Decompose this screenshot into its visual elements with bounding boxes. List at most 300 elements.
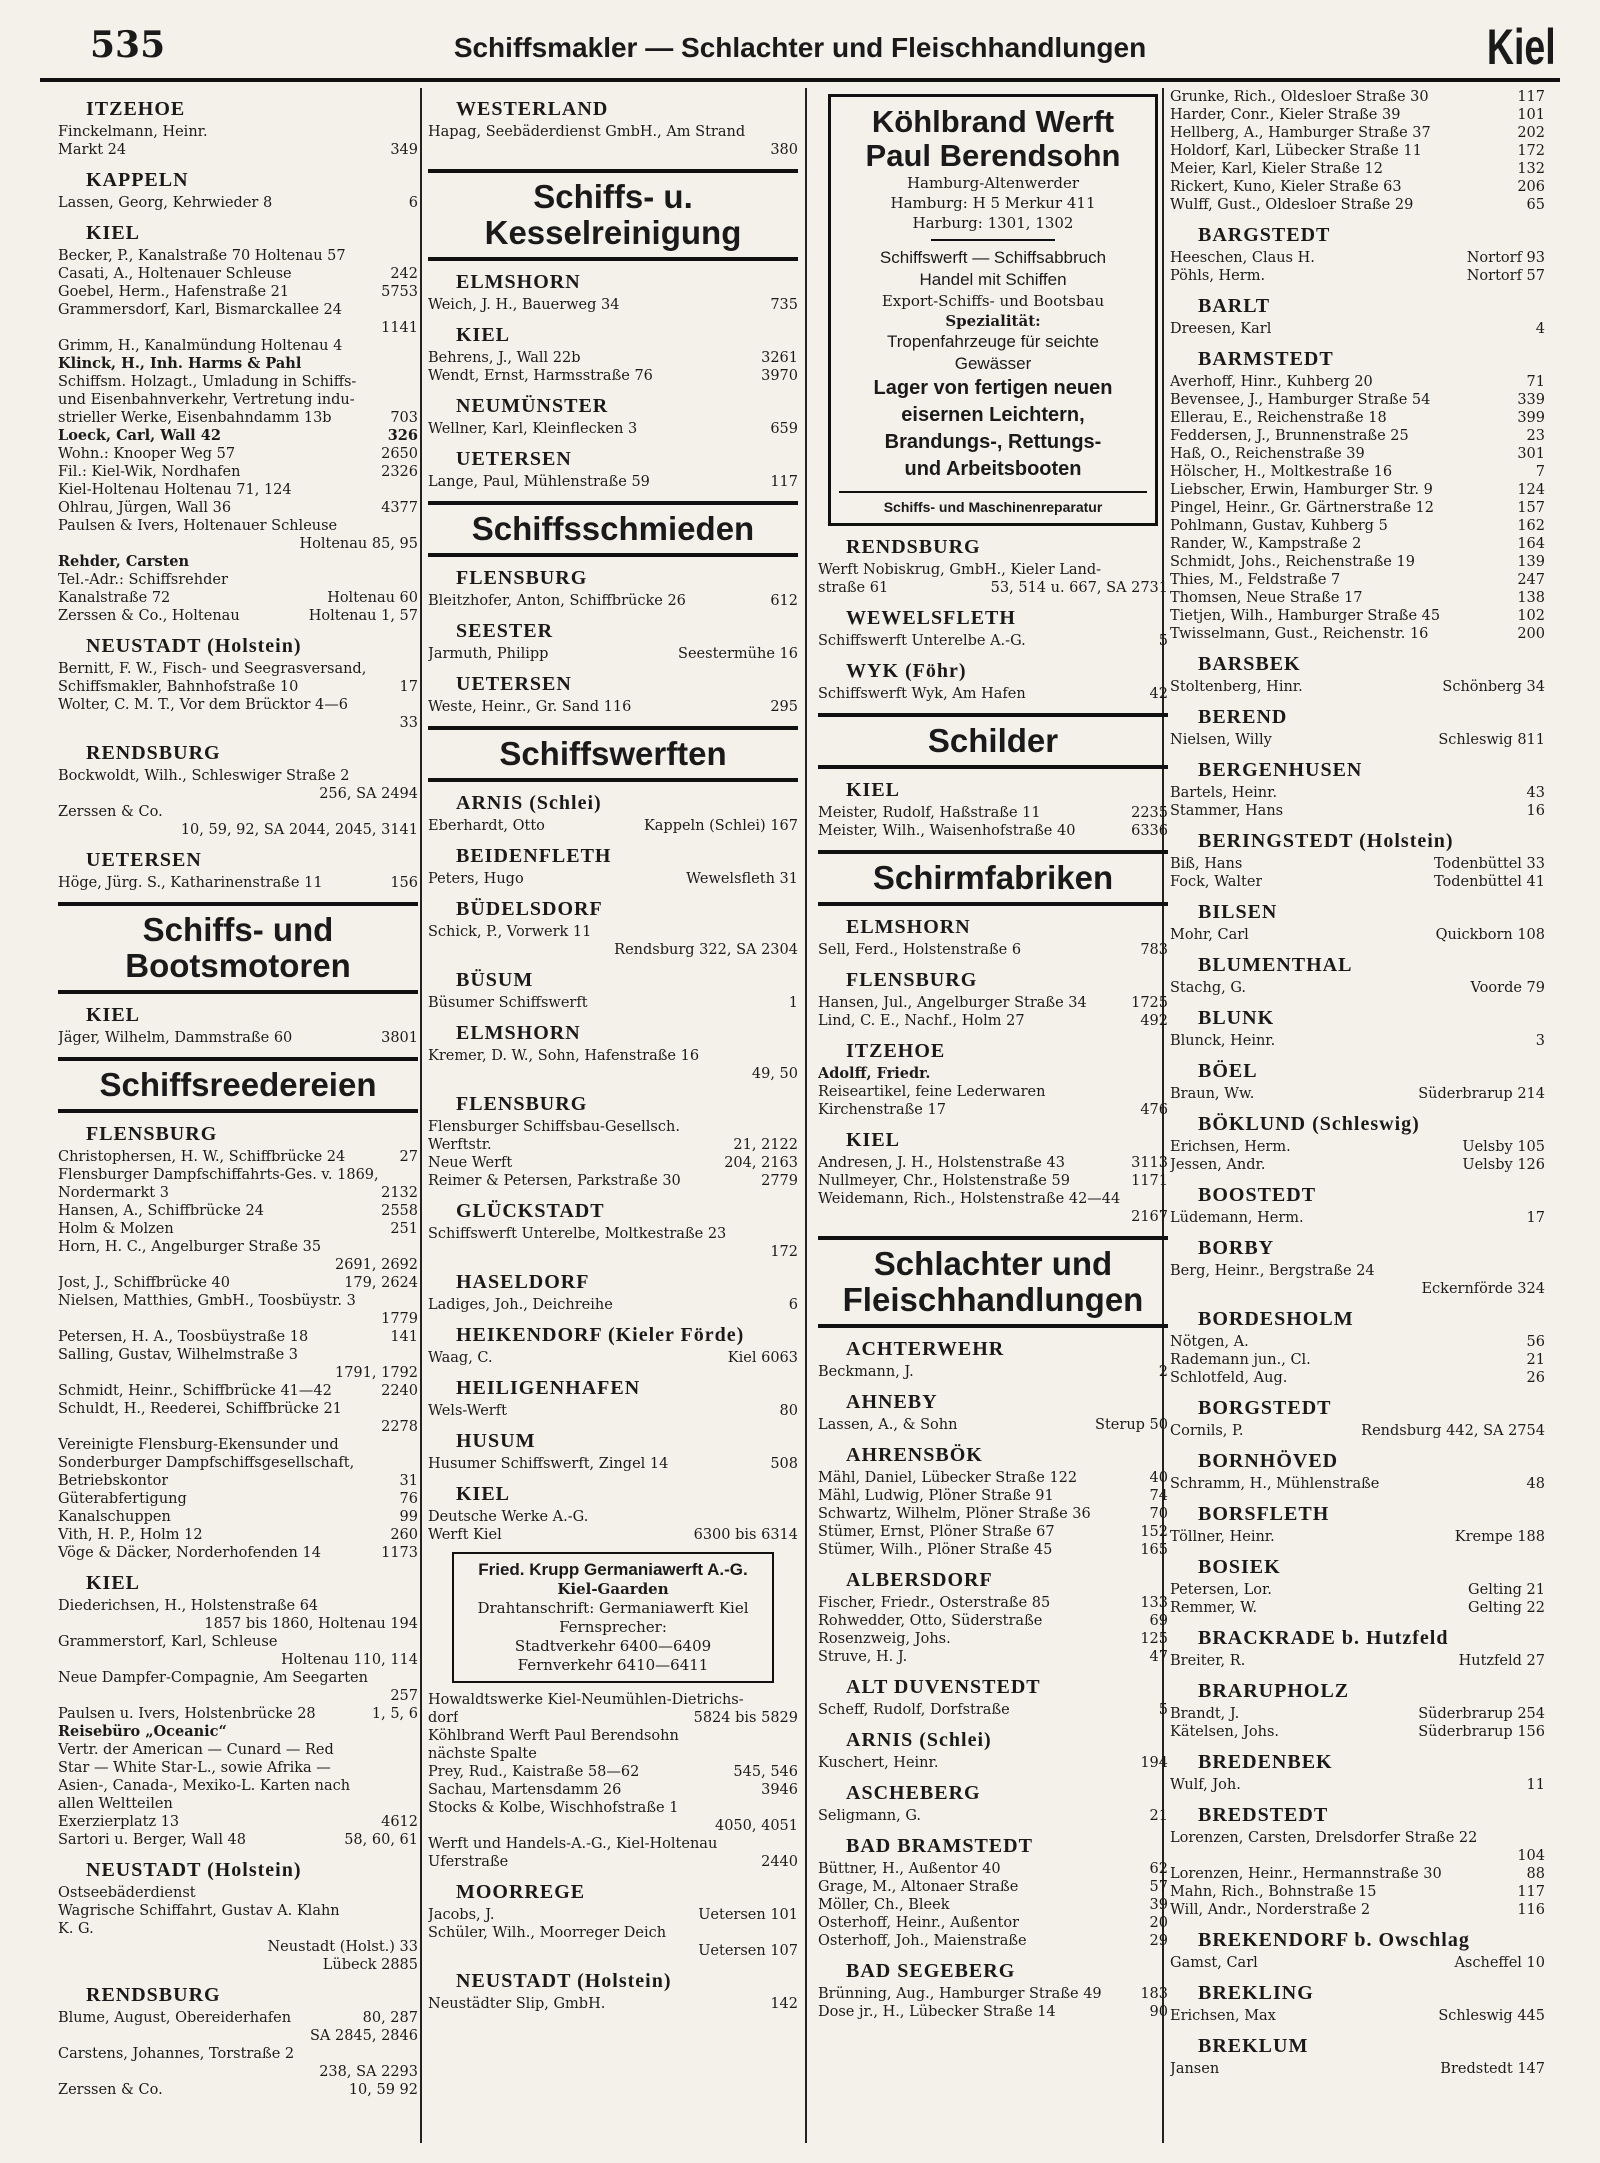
entry-name: Kiel-Holtenau Holtenau 71, 124 [58,482,292,498]
entry-line: Bernitt, F. W., Fisch- und Seegrasversand, [58,661,367,677]
entry-phone: 31 [399,1473,418,1489]
entry-name: Töllner, Heinr. [1170,1529,1275,1545]
entry-line: Holtenau 85, 95 [299,536,418,552]
place-heading: ARNIS (Schlei) [846,1729,992,1751]
entry-line: Köhlbrand Werft Paul Berendsohn [428,1728,679,1744]
listing-entry [818,1172,1168,1190]
listing-entry [58,445,418,463]
entry-line: Uetersen 107 [698,1943,798,1959]
section-heading: Schiffs- und Bootsmotoren [58,902,418,994]
entry-line: 238, SA 2293 [319,2064,418,2080]
listing-entry [58,1472,418,1490]
listing-entry [428,1853,798,1871]
place-heading: BÖEL [1198,1060,1258,1082]
place-heading: RENDSBURG [846,536,981,558]
section-heading: Schirmfabriken [818,850,1168,906]
entry-phone: 27 [399,1149,418,1165]
entry-line: Grammersdorf, Karl, Bismarckallee 24 [58,302,342,318]
entry-phone: 102 [1517,608,1545,624]
entry-phone: Wewelsfleth 31 [686,871,798,887]
entry-name: Heeschen, Claus H. [1170,250,1315,266]
entry-name: Büttner, H., Außentor 40 [818,1861,1001,1877]
listing-entry [428,420,798,438]
entry-name: Thies, M., Feldstraße 7 [1170,572,1341,588]
entry-phone: Bredstedt 147 [1440,2061,1545,2077]
listing-entry [1170,678,1545,696]
entry-line: Deutsche Werke A.-G. [428,1509,589,1525]
entry-line: 33 [399,715,418,731]
entry-name: Osterhoff, Joh., Maienstraße [818,1933,1027,1949]
entry-name: Ellerau, E., Reichenstraße 18 [1170,410,1387,426]
place-heading: MOORREGE [456,1881,586,1903]
place-heading: RENDSBURG [86,742,221,764]
entry-name: Goebel, Herm., Hafenstraße 21 [58,284,290,300]
entry-phone: 162 [1517,518,1545,534]
place-heading: ITZEHOE [86,98,186,120]
listing-entry [818,1190,1168,1208]
entry-phone: 1, 5, 6 [371,1706,418,1722]
listing-entry [58,2045,418,2063]
place-heading: BÜSUM [456,969,534,991]
place-heading: FLENSBURG [846,969,978,991]
place-heading: BREKLING [1198,1982,1314,2004]
entry-name: Feddersen, J., Brunnenstraße 25 [1170,428,1409,444]
ad-line: Fernsprecher: [559,1618,667,1636]
entry-phone: 349 [390,142,418,158]
entry-name: Betriebskontor [58,1473,169,1489]
listing-entry [58,1831,418,1849]
entry-name: Lange, Paul, Mühlenstraße 59 [428,474,650,490]
entry-phone: 3801 [381,1030,418,1046]
entry-phone: 48 [1526,1476,1545,1492]
listing-entry [1170,926,1545,944]
entry-name: Meister, Wilh., Waisenhofstraße 40 [818,823,1076,839]
listing-entry [58,283,418,301]
entry-line: Hapag, Seebäderdienst GmbH., Am Strand [428,124,746,140]
entry-phone: 20 [1149,1915,1168,1931]
listing-entry [58,499,418,517]
place-heading: FLENSBURG [456,1093,588,1115]
listing-entry [818,1594,1168,1612]
ad-line: und Arbeitsbooten [904,458,1082,480]
entry-name: Liebscher, Erwin, Hamburger Str. 9 [1170,482,1433,498]
entry-phone: 1725 [1131,995,1168,1011]
listing-entry [1170,1422,1545,1440]
entry-name: Schiffsmakler, Bahnhofstraße 10 [58,679,299,695]
entry-name: Scheff, Rudolf, Dorfstraße [818,1702,1010,1718]
entry-name: Holm & Molzen [58,1221,174,1237]
entry-phone: 21, 2122 [733,1137,798,1153]
listing-entry [428,1136,798,1154]
listing-entry [1170,124,1545,142]
entry-name: Grunke, Rich., Oldesloer Straße 30 [1170,89,1429,105]
listing-entry [818,804,1168,822]
entry-name: Horn, H. C., Angelburger Straße 35 [58,1239,322,1255]
entry-name: Schlotfeld, Aug. [1170,1370,1288,1386]
entry-phone: 5 [1158,633,1168,649]
entry-name: Schramm, H., Mühlenstraße [1170,1476,1380,1492]
entry-line: Lübeck 2885 [322,1957,418,1973]
entry-name: Peters, Hugo [428,871,524,887]
entry-line: 2167 [1131,1209,1168,1225]
entry-name: Neue Werft [428,1155,513,1171]
ad-line: Brandungs-, Rettungs- [884,431,1102,453]
listing-entry [1170,1156,1545,1174]
place-heading: BREDSTEDT [1198,1804,1329,1826]
entry-name: Dreesen, Karl [1170,321,1272,337]
listing-entry [58,696,418,714]
entry-name: Osterhoff, Heinr., Außentor [818,1915,1020,1931]
entry-phone: 40 [1149,1470,1168,1486]
entry-phone: 47 [1149,1649,1168,1665]
entry-phone: 17 [1526,1210,1545,1226]
listing-entry [1170,1209,1545,1227]
entry-phone: 133 [1140,1595,1168,1611]
place-heading: BERINGSTEDT (Holstein) [1198,830,1454,852]
entry-name: Uferstraße [428,1854,509,1870]
entry-name: Wulff, Gust., Oldesloer Straße 29 [1170,197,1414,213]
entry-phone: 783 [1140,942,1168,958]
entry-name: Jansen [1170,2061,1220,2077]
column-rule [420,88,422,2143]
entry-phone: 56 [1526,1334,1545,1350]
entry-name: Werft Kiel [428,1527,502,1543]
entry-name: Struve, H. J. [818,1649,908,1665]
entry-line: Wagrische Schiffahrt, Gustav A. Klahn [58,1903,340,1919]
place-heading: ACHTERWEHR [846,1338,1005,1360]
entry-phone: 39 [1149,1897,1168,1913]
ad-line: Export-Schiffs- und Bootsbau [881,292,1105,310]
entry-name: Braun, Ww. [1170,1086,1255,1102]
listing-entry [1170,463,1545,481]
listing-entry [58,1400,418,1418]
entry-line: Neustadt (Holst.) 33 [267,1939,418,1955]
entry-phone: 65 [1526,197,1545,213]
place-heading: ALBERSDORF [846,1569,993,1591]
entry-phone: 43 [1526,785,1545,801]
entry-line: 172 [770,1244,798,1260]
listing-entry [58,337,418,355]
entry-phone: 260 [390,1527,418,1543]
entry-phone: 612 [770,593,798,609]
entry-phone: Sterup 50 [1095,1417,1168,1433]
entry-phone: 2326 [381,464,418,480]
place-heading: BRACKRADE b. Hutzfeld [1198,1627,1449,1649]
place-heading: BEIDENFLETH [456,845,612,867]
entry-name: Pingel, Heinr., Gr. Gärtnerstraße 12 [1170,500,1434,516]
listing-entry [1170,178,1545,196]
entry-line: 1779 [381,1311,418,1327]
entry-name: Mohr, Carl [1170,927,1249,943]
listing-entry [1170,2007,1545,2025]
listing-entry [58,1202,418,1220]
listing-entry [818,632,1168,650]
entry-name: Lind, C. E., Nachf., Holm 27 [818,1013,1025,1029]
entry-phone: Holtenau 1, 57 [308,608,418,624]
entry-phone: 139 [1517,554,1545,570]
column-3 [818,88,1168,2153]
listing-entry [428,1455,798,1473]
ad-line: Drahtanschrift: Germaniawerft Kiel [477,1599,749,1617]
listing-entry [58,1526,418,1544]
entry-line: Rendsburg 322, SA 2304 [614,942,798,958]
ad-line: Hamburg: H 5 Merkur 411 [890,194,1096,212]
listing-entry [1170,1865,1545,1883]
entry-name: Eberhardt, Otto [428,818,545,834]
entry-line: Zerssen & Co. [58,804,163,820]
listing-entry [1170,445,1545,463]
entry-phone: 2779 [761,1173,798,1189]
ad-footer: Schiffs- und Maschinenreparatur [839,491,1147,515]
place-heading: BEREND [1198,706,1288,728]
entry-line: Diederichsen, H., Holstenstraße 64 [58,1598,319,1614]
entry-phone: 11 [1526,1777,1545,1793]
entry-line: und Eisenbahnverkehr, Vertretung indu- [58,392,355,408]
listing-entry [818,1807,1168,1825]
entry-name: Haß, O., Reichenstraße 39 [1170,446,1365,462]
listing-entry [818,1648,1168,1666]
entry-name: Wolter, C. M. T., Vor dem Brücktor 4—6 [58,697,348,713]
entry-phone: Ascheffel 10 [1454,1955,1545,1971]
listing-entry [58,1705,418,1723]
listing-entry [1170,1901,1545,1919]
entry-name: Jost, J., Schiffbrücke 40 [58,1275,230,1291]
entry-phone: 6 [788,1297,798,1313]
listing-entry [1170,979,1545,997]
entry-name: Wohn.: Knooper Weg 57 [58,446,236,462]
entry-phone: 200 [1517,626,1545,642]
listing-entry [1170,802,1545,820]
entry-phone: Kappeln (Schlei) 167 [643,818,798,834]
listing-entry [1170,481,1545,499]
entry-phone: 21 [1149,1808,1168,1824]
place-heading: BILSEN [1198,901,1278,923]
entry-line: 10, 59, 92, SA 2044, 2045, 3141 [180,822,418,838]
listing-entry [58,1382,418,1400]
entry-name: Stammer, Hans [1170,803,1284,819]
entry-phone: 29 [1149,1933,1168,1949]
entry-line: Neue Dampfer-Compagnie, Am Seegarten [58,1670,368,1686]
listing-entry [58,589,418,607]
place-heading: BORBY [1198,1237,1275,1259]
entry-line: Lorenzen, Carsten, Drelsdorfer Straße 22 [1170,1830,1478,1846]
entry-phone: 194 [1140,1755,1168,1771]
entry-name: Blume, August, Obereiderhafen [58,2010,292,2026]
entry-name: Kätelsen, Johs. [1170,1724,1280,1740]
entry-line: Bockwoldt, Wilh., Schleswiger Straße 2 [58,768,350,784]
entry-name: Weidemann, Rich., Holstenstraße 42—44 [818,1191,1121,1207]
ad-line: Schiffswerft — Schiffsabbruch [879,248,1107,267]
entry-name: Möller, Ch., Bleek [818,1897,950,1913]
entry-name: Wellner, Karl, Kleinflecken 3 [428,421,638,437]
entry-phone: 183 [1140,1986,1168,2002]
entry-name: Bartels, Heinr. [1170,785,1278,801]
listing-entry [58,1238,418,1256]
entry-line: Adolff, Friedr. [818,1065,931,1082]
listing-entry [1170,1954,1545,1972]
listing-entry [818,1878,1168,1896]
entry-name: Mahn, Rich., Bohnstraße 15 [1170,1884,1377,1900]
entry-phone: 142 [770,1996,798,2012]
entry-phone: Nortorf 57 [1466,268,1545,284]
entry-name: Güterabfertigung [58,1491,187,1507]
place-heading: BOSIEK [1198,1556,1281,1578]
entry-name: Tietjen, Wilh., Hamburger Straße 45 [1170,608,1441,624]
place-heading: KIEL [456,1483,511,1505]
listing-entry [428,349,798,367]
entry-line: Star — White Star-L., sowie Afrika — [58,1760,331,1776]
place-heading: KIEL [86,222,141,244]
entry-phone: 156 [390,875,418,891]
listing-entry [818,1505,1168,1523]
ad-line: Hamburg-Altenwerder [906,174,1080,192]
entry-phone: 5753 [381,284,418,300]
entry-phone: 125 [1140,1631,1168,1647]
entry-phone: 202 [1517,125,1545,141]
entry-line: 2691, 2692 [334,1257,418,1273]
entry-phone: 117 [770,474,798,490]
entry-name: Nielsen, Willy [1170,732,1272,748]
entry-phone: 476 [1140,1102,1168,1118]
entry-phone: 1173 [381,1545,418,1561]
entry-name: Holdorf, Karl, Lübecker Straße 11 [1170,143,1422,159]
entry-name: Wendt, Ernst, Harmsstraße 76 [428,368,653,384]
entry-line: Asien-, Canada-, Mexiko-L. Karten nach [58,1778,351,1794]
entry-name: Lüdemann, Herm. [1170,1210,1304,1226]
listing-entry [58,194,418,212]
listing-entry [1170,1369,1545,1387]
place-heading: NEUMÜNSTER [456,395,609,417]
entry-phone: 6 [408,195,418,211]
listing-entry [1170,1032,1545,1050]
entry-name: Jessen, Andr. [1170,1157,1266,1173]
place-heading: FLENSBURG [86,1123,218,1145]
listing-entry [818,1154,1168,1172]
entry-phone: 6300 bis 6314 [693,1527,798,1543]
listing-entry [818,1701,1168,1719]
entry-name: Ladiges, Joh., Deichreihe [428,1297,613,1313]
entry-name: Fischer, Friedr., Osterstraße 85 [818,1595,1051,1611]
listing-entry [1170,873,1545,891]
entry-phone: 204, 2163 [724,1155,798,1171]
entry-line: 380 [770,142,798,158]
listing-entry [818,1012,1168,1030]
entry-name: Biß, Hans [1170,856,1243,872]
ad-title: Köhlbrand Werft [871,104,1115,139]
entry-line: 2278 [381,1419,418,1435]
listing-entry [1170,499,1545,517]
listing-entry [818,822,1168,840]
entry-name: Fil.: Kiel-Wik, Nordhafen [58,464,241,480]
listing-entry [818,1101,1168,1119]
place-heading: ELMSHORN [456,1022,581,1044]
entry-name: Becker, P., Kanalstraße 70 Holtenau 57 [58,248,346,264]
entry-line: Paulsen & Ivers, Holtenauer Schleuse [58,518,338,534]
listing-entry [1170,373,1545,391]
listing-entry [1170,535,1545,553]
column-1 [58,88,418,2153]
entry-phone: Uetersen 101 [698,1907,798,1923]
entry-name: Brandt, J. [1170,1706,1240,1722]
entry-name: Kuschert, Heinr. [818,1755,939,1771]
listing-entry [1170,1705,1545,1723]
entry-name: Jäger, Wilhelm, Dammstraße 60 [58,1030,293,1046]
entry-phone: 2558 [381,1203,418,1219]
entry-phone: 492 [1140,1013,1168,1029]
entry-name: dorf [428,1710,459,1726]
section-heading: Schiffs- u. Kesselreinigung [428,169,798,261]
entry-name: Kanalschuppen [58,1509,171,1525]
entry-name: Behrens, J., Wall 22b [428,350,581,366]
entry-name: Stümer, Ernst, Plöner Straße 67 [818,1524,1055,1540]
page-number: 535 [90,24,166,66]
place-heading: BORNHÖVED [1198,1450,1339,1472]
place-heading: KIEL [846,1129,901,1151]
ad-line: Tropenfahrzeuge für seichte [887,332,1099,351]
entry-name: Schiffswerft Unterelbe A.-G. [818,633,1026,649]
entry-line: Holtenau 110, 114 [281,1652,418,1668]
entry-name: Beckmann, J. [818,1364,914,1380]
listing-entry [1170,88,1545,106]
listing-entry [1170,607,1545,625]
entry-name: Wulf, Joh. [1170,1777,1241,1793]
place-heading: AHRENSBÖK [846,1444,983,1466]
entry-name: Rander, W., Kampstraße 2 [1170,536,1362,552]
listing-entry [58,427,418,445]
listing-entry [58,874,418,892]
listing-entry [1170,1652,1545,1670]
place-heading: BÖKLUND (Schleswig) [1198,1113,1420,1135]
ad-line: Stadtverkehr 6400—6409 [514,1637,712,1655]
entry-name: Zerssen & Co., Holtenau [58,608,240,624]
entry-name: Casati, A., Holtenauer Schleuse [58,266,292,282]
entry-phone: 76 [399,1491,418,1507]
entry-name: Andresen, J. H., Holstenstraße 43 [818,1155,1065,1171]
entry-name: Loeck, Carl, Wall 42 [58,427,221,444]
entry-phone: 251 [390,1221,418,1237]
entry-phone: 57 [1149,1879,1168,1895]
entry-phone: 21 [1526,1352,1545,1368]
entry-name: Prey, Rud., Kaistraße 58—62 [428,1764,640,1780]
entry-name: Neustädter Slip, GmbH. [428,1996,606,2012]
entry-phone: 206 [1517,179,1545,195]
entry-line: 104 [1517,1848,1545,1864]
listing-entry [818,1487,1168,1505]
entry-name: Averhoff, Hinr., Kuhberg 20 [1170,374,1373,390]
entry-phone: 5 [1158,1702,1168,1718]
entry-phone: 152 [1140,1524,1168,1540]
entry-name: Waag, C. [428,1350,493,1366]
entry-phone: 80 [779,1403,798,1419]
listing-entry [428,698,798,716]
listing-entry [58,1328,418,1346]
entry-name: Jarmuth, Philipp [428,646,549,662]
entry-phone: 90 [1149,2004,1168,2020]
running-title: Schiffsmakler — Schlachter und Fleischhandlungen [453,32,1147,63]
entry-name: Meier, Karl, Kieler Straße 12 [1170,161,1383,177]
listing-entry [818,1416,1168,1434]
entry-phone: Schleswig 445 [1438,2008,1545,2024]
listing-entry [58,1813,418,1831]
entry-phone: Voorde 79 [1470,980,1545,996]
entry-line: Berg, Heinr., Bergstraße 24 [1170,1263,1375,1279]
entry-name: Rickert, Kuno, Kieler Straße 63 [1170,179,1402,195]
listing-entry [1170,1475,1545,1493]
place-heading: UETERSEN [456,673,572,695]
listing-entry [58,1220,418,1238]
entry-phone: Gelting 22 [1468,1600,1545,1616]
listing-entry [58,1508,418,1526]
